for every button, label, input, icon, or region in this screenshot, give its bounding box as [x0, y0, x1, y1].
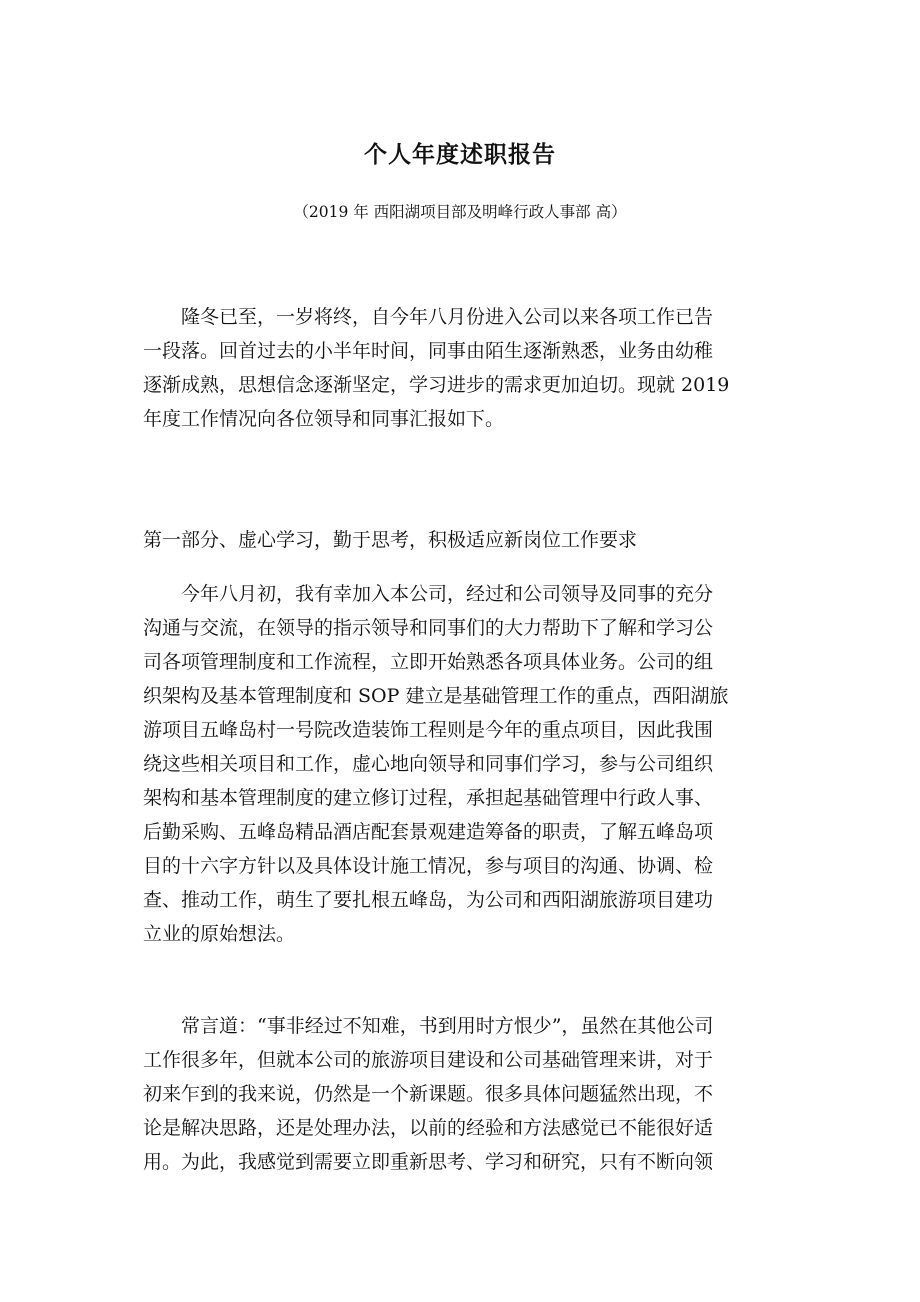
paragraph-line: 常言道：“事非经过不知难，书到用时方恨少”，虽然在其他公司: [181, 1015, 714, 1037]
paragraph-line: 沟通与交流，在领导的指示领导和同事们的大力帮助下了解和学习公: [143, 617, 714, 639]
paragraph-line: 立业的原始想法。: [143, 923, 296, 945]
paragraph-line: 逐渐成熟，思想信念逐渐坚定，学习进步的需求更加迫切。现就 2019: [143, 374, 730, 396]
paragraph-line: 初来乍到的我来说，仍然是一个新课题。很多具体问题猛然出现，不: [143, 1083, 714, 1105]
paragraph-line: 隆冬已至，一岁将终，自今年八月份进入公司以来各项工作已告: [181, 306, 714, 328]
body-paragraph-1: [143, 577, 793, 951]
document-subtitle: （2019 年 西阳湖项目部及明峰行政人事部 高）: [293, 203, 627, 221]
paragraph-line: 架构和基本管理制度的建立修订过程，承担起基础管理中行政人事、: [143, 787, 714, 809]
paragraph-line: 论是解决思路，还是处理办法，以前的经验和方法感觉已不能很好适: [143, 1117, 714, 1139]
paragraph-line: 后勤采购、五峰岛精品酒店配套景观建造筹备的职责，了解五峰岛项: [143, 821, 714, 843]
document-title: 个人年度述职报告: [364, 141, 556, 168]
paragraph-line: 用。为此，我感觉到需要立即重新思考、学习和研究，只有不断向领: [143, 1151, 714, 1173]
paragraph-line: 年度工作情况向各位领导和同事汇报如下。: [143, 408, 505, 430]
paragraph-line: 目的十六字方针以及具体设计施工情况，参与项目的沟通、协调、检: [143, 855, 714, 877]
body-paragraph-2: [143, 1009, 793, 1179]
paragraph-line: 工作很多年，但就本公司的旅游项目建设和公司基础管理来讲，对于: [143, 1049, 714, 1071]
paragraph-line: 一段落。回首过去的小半年时间，同事由陌生逐渐熟悉，业务由幼稚: [143, 340, 714, 362]
paragraph-line: 司各项管理制度和工作流程，立即开始熟悉各项具体业务。公司的组: [143, 651, 714, 673]
paragraph-line: 游项目五峰岛村一号院改造装饰工程则是今年的重点项目，因此我围: [143, 719, 714, 741]
paragraph-line: 织架构及基本管理制度和 SOP 建立是基础管理工作的重点，西阳湖旅: [143, 685, 729, 707]
section-heading: 第一部分、虚心学习，勤于思考，积极适应新岗位工作要求: [143, 529, 638, 551]
paragraph-line: 绕这些相关项目和工作，虚心地向领导和同事们学习，参与公司组织: [143, 753, 714, 775]
intro-paragraph: [143, 300, 793, 436]
paragraph-line: 今年八月初，我有幸加入本公司，经过和公司领导及同事的充分: [181, 583, 714, 605]
paragraph-line: 查、推动工作，萌生了要扎根五峰岛，为公司和西阳湖旅游项目建功: [143, 889, 714, 911]
